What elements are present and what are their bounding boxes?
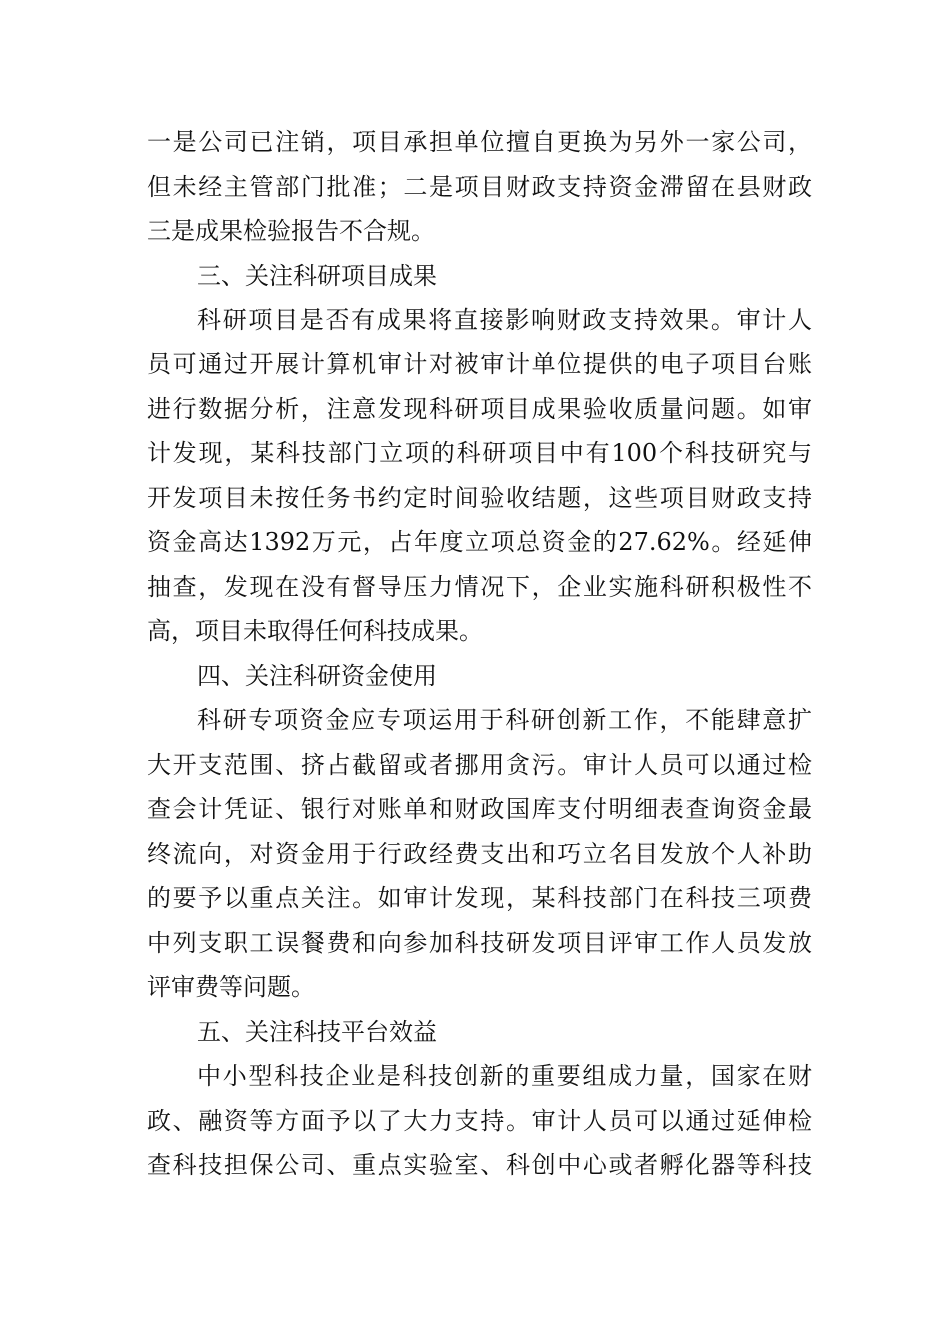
text-line: 高，项目未取得任何科技成果。 xyxy=(147,617,483,645)
text-line: 大开支范围、挤占截留或者挪用贪污。审计人员可以通过检 xyxy=(147,751,812,779)
text-line: 开发项目未按任务书约定时间验收结题，这些项目财政支持 xyxy=(147,484,812,512)
text-line: 科研项目是否有成果将直接影响财政支持效果。审计人 xyxy=(197,306,812,334)
text-line: 中小型科技企业是科技创新的重要组成力量，国家在财 xyxy=(197,1062,812,1090)
text-line: 计发现，某科技部门立项的科研项目中有100个科技研究与 xyxy=(147,439,812,467)
text-line: 查会计凭证、银行对账单和财政国库支付明细表查询资金最 xyxy=(147,795,812,823)
section-heading-3: 三、关注科研项目成果 xyxy=(197,262,437,290)
text-line: 一是公司已注销，项目承担单位擅自更换为另外一家公司， xyxy=(147,128,812,156)
text-line: 但未经主管部门批准；二是项目财政支持资金滞留在县财政 xyxy=(147,173,812,201)
text-line: 中列支职工误餐费和向参加科技研发项目评审工作人员发放 xyxy=(147,929,812,957)
text-line: 评审费等问题。 xyxy=(147,973,315,1001)
text-line: 查科技担保公司、重点实验室、科创中心或者孵化器等科技 xyxy=(147,1151,812,1179)
section-heading-4: 四、关注科研资金使用 xyxy=(197,662,437,690)
text-line: 政、融资等方面予以了大力支持。审计人员可以通过延伸检 xyxy=(147,1107,812,1135)
text-line: 进行数据分析，注意发现科研项目成果验收质量问题。如审 xyxy=(147,395,812,423)
section-heading-5: 五、关注科技平台效益 xyxy=(197,1018,437,1046)
text-line: 三是成果检验报告不合规。 xyxy=(147,217,435,245)
text-line: 抽查，发现在没有督导压力情况下，企业实施科研积极性不 xyxy=(147,573,812,601)
text-line: 科研专项资金应专项运用于科研创新工作，不能肆意扩 xyxy=(197,706,812,734)
text-line: 员可通过开展计算机审计对被审计单位提供的电子项目台账 xyxy=(147,350,812,378)
text-line: 终流向，对资金用于行政经费支出和巧立名目发放个人补助 xyxy=(147,840,812,868)
text-line: 的要予以重点关注。如审计发现，某科技部门在科技三项费 xyxy=(147,884,812,912)
text-line: 资金高达1392万元，占年度立项总资金的27.62%。经延伸 xyxy=(147,528,812,556)
